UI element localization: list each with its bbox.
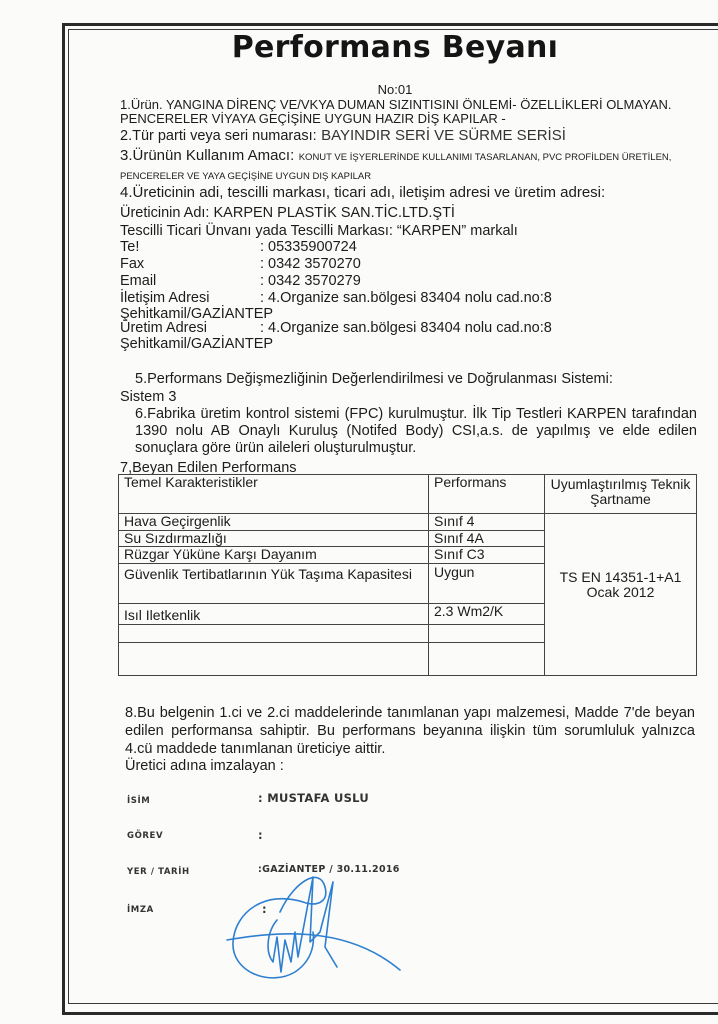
- place-date-value: :GAZİANTEP / 30.11.2016: [258, 864, 400, 875]
- section-1-product: YANGINA DİRENÇ VE/VKYA DUMAN SIZINTISINI ÖNLEMİ- ÖZELLİKLERİ OLMAYAN.: [166, 97, 672, 112]
- section-1-line-1: [120, 97, 671, 112]
- section-3-value-2: PENCERELER VE YAYA GEÇİŞİNE UYGUN DIŞ KAPILAR: [120, 171, 372, 182]
- name-value: : MUSTAFA USLU: [258, 791, 370, 805]
- row-characteristic: [119, 625, 429, 643]
- section-5-heading: 5.Performans Değişmezliğinin Değerlendirilmesi ve Doğrulanması Sistemi:: [135, 371, 613, 387]
- signature-strokes: [268, 877, 337, 972]
- specification-line-1: TS EN 14351-1+A1: [559, 568, 682, 585]
- row-characteristic: Hava Geçirgenlik: [119, 514, 429, 531]
- row-performance: Uygun: [429, 564, 545, 604]
- section-6-text: 6.Fabrika üretim kontrol sistemi (FPC) kurulmuştur. İlk Tip Testleri KARPEN tarafından 1390 nolu AB Onaylı Kuruluş (Notifed Body) CSI,a.s. de yapılmış ve elde edilen sonuçlara göre ürün aileleri oluşturulmuştur.: [135, 406, 697, 456]
- row-characteristic: Güvenlik Tertibatlarının Yük Taşıma Kapasitesi: [119, 564, 429, 604]
- fax-row: [120, 256, 361, 272]
- section-8-text: 8.Bu belgenin 1.ci ve 2.ci maddelerinde tanımlanan yapı malzemesi, Madde 7'de beyan edilen performansa sahiptir. Bu performans beyanına ilişkin tüm sorumluluk yalnızca 4.cü maddede tanımlanan üreticiye aittir.: [125, 705, 695, 757]
- table-header-row: [119, 475, 697, 514]
- production-address-row: [120, 320, 552, 336]
- section-3-label: 3.Ürünün Kullanım Amacı:: [120, 147, 295, 164]
- fax-label: Fax: [120, 256, 145, 272]
- table-row: [119, 514, 697, 531]
- production-address-city: Şehitkamil/GAZİANTEP: [120, 336, 274, 352]
- production-address-label: Üretim Adresi: [120, 320, 208, 336]
- row-characteristic: [119, 643, 429, 676]
- trademark-line: Tescilli Ticari Ünvanı yada Tescilli Markası: “KARPEN” markalı: [120, 223, 518, 239]
- contact-address-city: Şehitkamil/GAZİANTEP: [120, 306, 274, 322]
- section-1-label: 1.Ürün.: [120, 97, 163, 112]
- section-2-label: 2.Tür parti veya seri numarası:: [120, 128, 317, 144]
- role-label: GÖREV: [127, 831, 164, 841]
- manufacturer-line: [120, 205, 455, 221]
- place-date-label: YER / TARİH: [127, 867, 190, 877]
- specification-cell: [545, 514, 697, 676]
- section-1-line-2: PENCERELER VİYAYA GEÇİŞİNE UYGUN HAZIR DİŞ KAPILAR -: [120, 111, 506, 126]
- manufacturer-label: Üreticinin Adı:: [120, 205, 210, 221]
- row-characteristic: Isıl Iletkenlik: [119, 604, 429, 625]
- section-7-heading: 7,Beyan Edilen Performans: [120, 460, 297, 476]
- header-characteristics: Temel Karakteristikler: [119, 475, 429, 514]
- row-performance: [429, 625, 545, 643]
- tel-label: Te!: [120, 239, 140, 255]
- section-2-value: BAYINDIR SERİ VE SÜRME SERİSİ: [321, 127, 566, 144]
- row-performance: Sınıf 4A: [429, 531, 545, 547]
- specification-line-2: Ocak 2012: [586, 583, 655, 600]
- section-4-heading: 4.Üreticinin adi, tescilli markası, ticari adı, iletişim adresi ve üretim adresi:: [120, 184, 606, 201]
- section-5-value: Sistem 3: [120, 389, 177, 405]
- tel-value: : 05335900724: [260, 239, 357, 255]
- contact-address-value: : 4.Organize san.bölgesi 83404 nolu cad.no:8: [260, 290, 552, 306]
- email-value: : 0342 3570279: [260, 273, 361, 289]
- performance-table: [118, 474, 697, 676]
- section-2: [120, 127, 566, 145]
- section-3: [120, 147, 671, 165]
- row-performance: Sınıf 4: [429, 514, 545, 531]
- document-number: No:01: [377, 82, 413, 97]
- production-address-value: : 4.Organize san.bölgesi 83404 nolu cad.no:8: [260, 320, 552, 336]
- row-performance: [429, 643, 545, 676]
- contact-address-row: [120, 290, 552, 306]
- handwritten-signature: [225, 862, 425, 987]
- row-characteristic: Su Sızdırmazlığı: [119, 531, 429, 547]
- contact-address-label: İletişim Adresi: [120, 290, 210, 306]
- document-title: Performans Beyanı: [231, 30, 559, 65]
- email-row: [120, 273, 361, 289]
- manufacturer-name: KARPEN PLASTİK SAN.TİC.LTD.ŞTİ: [213, 205, 455, 221]
- header-specification: Uyumlaştırılmış Teknik Şartname: [545, 475, 697, 514]
- email-label: Email: [120, 273, 157, 289]
- section-3-value-1: KONUT VE İŞYERLERİNDE KULLANIMI TASARLANAN, PVC PROFİLDEN ÜRETİLEN,: [298, 152, 672, 163]
- signature-colon: :: [262, 902, 267, 916]
- name-label: İSİM: [127, 796, 151, 806]
- row-performance: Sınıf C3: [429, 547, 545, 564]
- header-performance: Performans: [429, 475, 545, 514]
- signature-label: İMZA: [127, 905, 154, 915]
- row-performance: 2.3 Wm2/K: [429, 604, 545, 625]
- row-characteristic: Rüzgar Yüküne Karşı Dayanım: [119, 547, 429, 564]
- fax-value: : 0342 3570270: [260, 256, 361, 272]
- tel-row: [120, 239, 357, 255]
- signed-by-label: Üretici adına imzalayan :: [125, 758, 284, 774]
- role-value: :: [258, 828, 263, 842]
